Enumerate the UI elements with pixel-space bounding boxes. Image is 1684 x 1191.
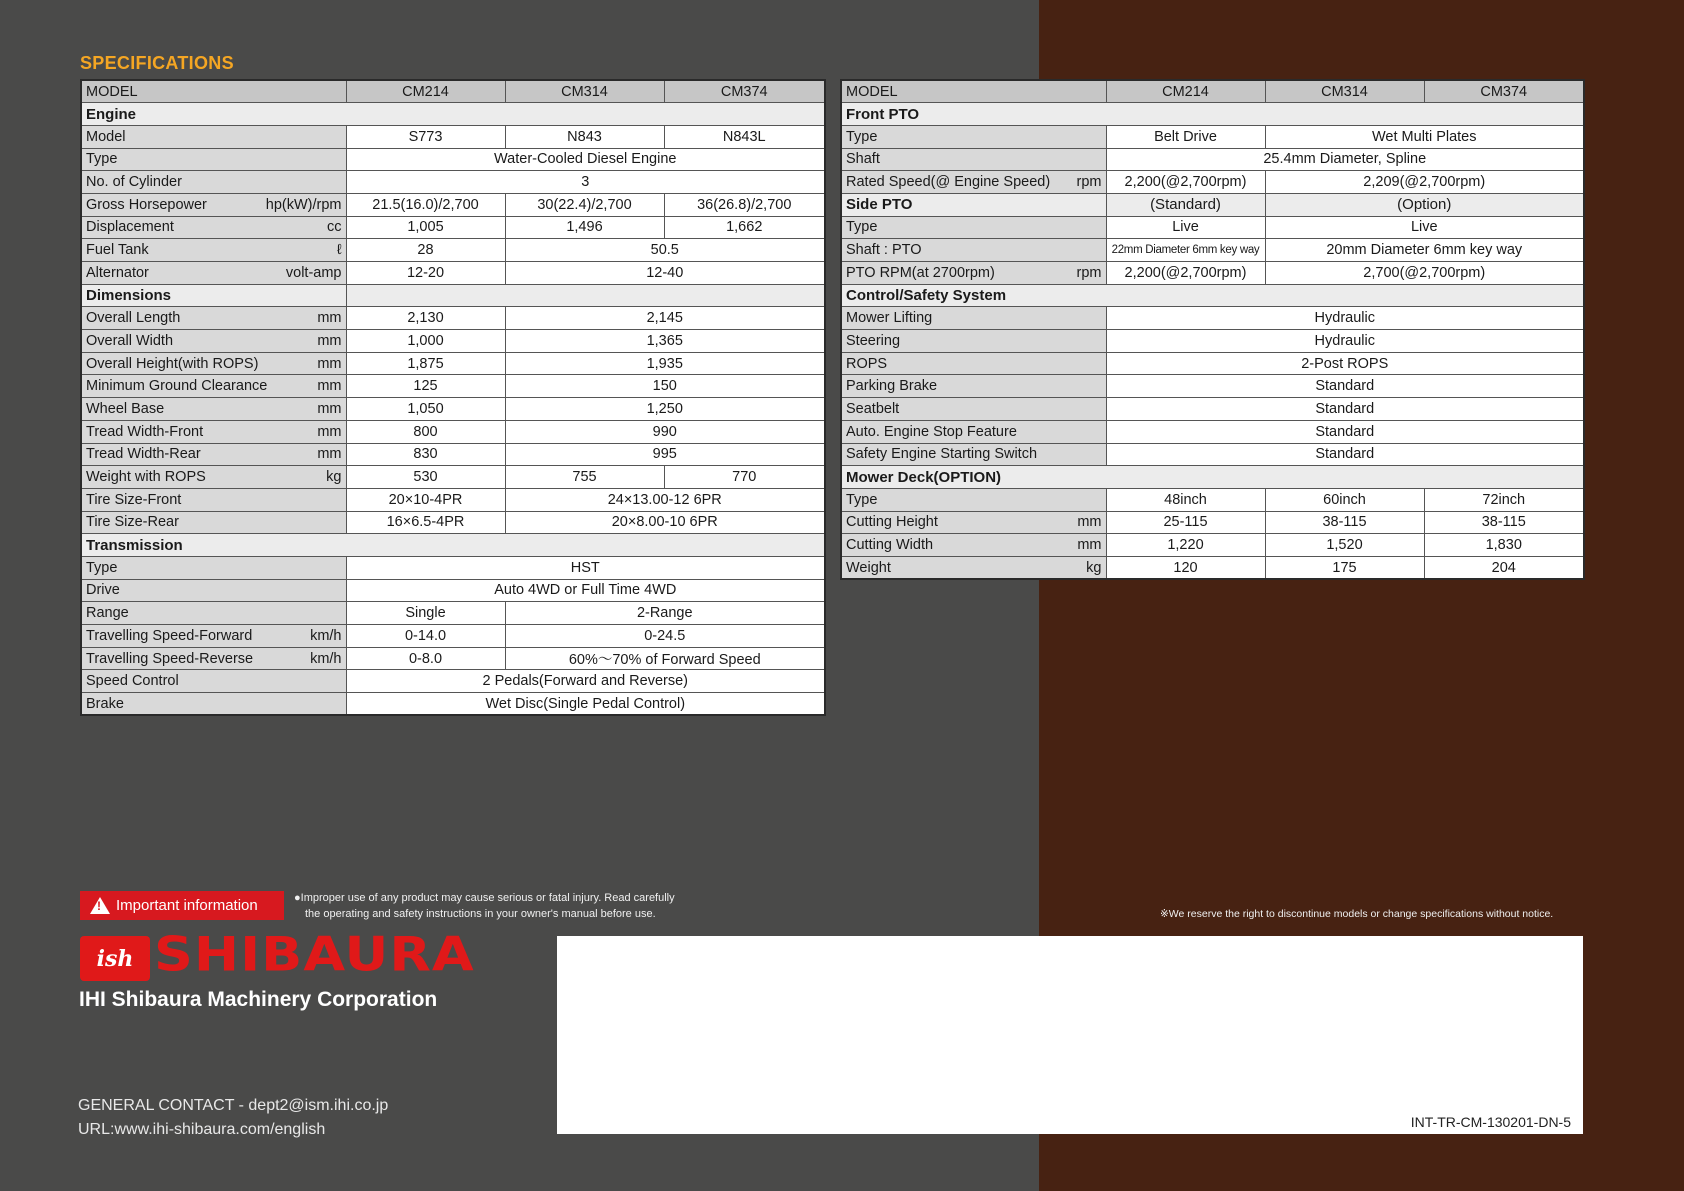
cell: 1,662 <box>664 216 825 239</box>
label-text: Gross Horsepower <box>86 196 207 213</box>
row-label <box>81 262 346 285</box>
label-text: Parking Brake <box>846 378 938 395</box>
label-text: Cutting Width <box>846 537 934 554</box>
table-row <box>81 239 825 262</box>
row-label: Speed Control <box>81 670 346 693</box>
row-label <box>81 216 346 239</box>
cell: 1,875 <box>346 352 505 375</box>
row-label <box>841 556 1106 579</box>
cell: 38-115 <box>1265 511 1424 534</box>
cell: (Standard) <box>1106 193 1265 216</box>
header-cm314: CM314 <box>1265 80 1424 103</box>
cell: 120 <box>1106 556 1265 579</box>
row-label <box>81 443 346 466</box>
cell: Live <box>1265 216 1584 239</box>
unit: mm <box>317 423 342 440</box>
label-text: Tread Width-Front <box>86 423 204 440</box>
page-title: SPECIFICATIONS <box>80 53 234 73</box>
table-row <box>841 511 1584 534</box>
row-label <box>841 375 1106 398</box>
label-text: PTO RPM(at 2700rpm) <box>846 264 995 281</box>
header-cm214: CM214 <box>346 80 505 103</box>
row-label: Tire Size-Rear <box>81 511 346 534</box>
important-label: Important information <box>116 897 258 914</box>
section-row <box>81 534 825 557</box>
label-text: Alternator <box>86 264 149 281</box>
unit: volt-amp <box>285 264 342 281</box>
table-row <box>841 534 1584 557</box>
label-text: Wheel Base <box>86 400 165 417</box>
table-row <box>81 556 825 579</box>
dealer-box <box>557 936 1583 1134</box>
unit: mm <box>317 355 342 372</box>
row-label <box>841 398 1106 421</box>
row-label <box>81 375 346 398</box>
header-model: MODEL <box>841 80 1106 103</box>
section-mower-deck: Mower Deck(OPTION) <box>841 466 1584 489</box>
cell: Single <box>346 602 505 625</box>
cell: 995 <box>505 443 825 466</box>
cell: 21.5(16.0)/2,700 <box>346 193 505 216</box>
cell: Water-Cooled Diesel Engine <box>346 148 825 171</box>
section-spacer <box>346 284 825 307</box>
cell: 2-Post ROPS <box>1106 352 1584 375</box>
cell: 2,200(@2,700rpm) <box>1106 262 1265 285</box>
cell: 990 <box>505 420 825 443</box>
row-label <box>841 534 1106 557</box>
row-label <box>81 647 346 670</box>
table-row <box>81 511 825 534</box>
cell: 2,130 <box>346 307 505 330</box>
label-text: Safety Engine Starting Switch <box>846 446 1038 463</box>
unit: mm <box>317 332 342 349</box>
cell: 1,050 <box>346 398 505 421</box>
label-text: Travelling Speed-Reverse <box>86 650 254 667</box>
section-dimensions: Dimensions <box>81 284 346 307</box>
row-label: Shaft <box>841 148 1106 171</box>
cell: 60%〜70% of Forward Speed <box>505 647 825 670</box>
row-label: Range <box>81 602 346 625</box>
important-note <box>294 890 754 922</box>
table-row <box>841 375 1584 398</box>
label-text: Minimum Ground Clearance <box>86 378 268 395</box>
unit: mm <box>317 446 342 463</box>
cell: N843 <box>505 125 664 148</box>
control-rows <box>841 307 1584 466</box>
unit: mm <box>317 310 342 327</box>
cell: 25-115 <box>1106 511 1265 534</box>
cell: 2,209(@2,700rpm) <box>1265 171 1584 194</box>
cell: 755 <box>505 466 664 489</box>
row-label <box>841 420 1106 443</box>
table-row <box>81 693 825 716</box>
table-row <box>81 330 825 353</box>
section-row <box>841 193 1584 216</box>
table-header-row <box>841 80 1584 103</box>
table-row <box>841 148 1584 171</box>
cell: Standard <box>1106 443 1584 466</box>
unit: hp(kW)/rpm <box>265 196 342 213</box>
spec-table-right <box>840 79 1585 580</box>
cell: 1,496 <box>505 216 664 239</box>
label-text: Weight with ROPS <box>86 469 206 486</box>
row-label <box>81 352 346 375</box>
header-cm314: CM314 <box>505 80 664 103</box>
row-label <box>81 330 346 353</box>
row-label <box>81 420 346 443</box>
unit: rpm <box>1076 174 1102 191</box>
row-label <box>841 307 1106 330</box>
cell: Belt Drive <box>1106 125 1265 148</box>
cell: 175 <box>1265 556 1424 579</box>
row-label: Drive <box>81 579 346 602</box>
unit: rpm <box>1076 264 1102 281</box>
row-label <box>841 443 1106 466</box>
cell: 28 <box>346 239 505 262</box>
section-row <box>841 103 1584 126</box>
unit: ℓ <box>336 242 342 259</box>
cell: 800 <box>346 420 505 443</box>
header-model: MODEL <box>81 80 346 103</box>
header-cm374: CM374 <box>1424 80 1584 103</box>
unit: mm <box>317 400 342 417</box>
logo-badge-icon <box>80 936 150 981</box>
shibaura-logo <box>80 926 475 983</box>
cell: 20×10-4PR <box>346 488 505 511</box>
cell: 12-40 <box>505 262 825 285</box>
row-label <box>81 466 346 489</box>
cell: 30(22.4)/2,700 <box>505 193 664 216</box>
table-row <box>81 307 825 330</box>
cell: 2,145 <box>505 307 825 330</box>
cell: 60inch <box>1265 488 1424 511</box>
cell: 2-Range <box>505 602 825 625</box>
cell: 1,220 <box>1106 534 1265 557</box>
unit: km/h <box>310 650 342 667</box>
table-header-row <box>81 80 825 103</box>
cell: 24×13.00-12 6PR <box>505 488 825 511</box>
unit: km/h <box>310 627 342 644</box>
row-label: Tire Size-Front <box>81 488 346 511</box>
table-row <box>81 466 825 489</box>
section-row <box>841 466 1584 489</box>
label-text: Steering <box>846 332 901 349</box>
company-name: IHI Shibaura Machinery Corporation <box>79 988 438 1011</box>
table-row <box>81 125 825 148</box>
cell: (Option) <box>1265 193 1584 216</box>
cell: S773 <box>346 125 505 148</box>
cell: 12-20 <box>346 262 505 285</box>
cell: 204 <box>1424 556 1584 579</box>
table-row <box>841 443 1584 466</box>
label-text: Fuel Tank <box>86 242 149 259</box>
row-label <box>81 193 346 216</box>
cell: Standard <box>1106 420 1584 443</box>
row-label: Type <box>841 125 1106 148</box>
table-row <box>81 602 825 625</box>
cell: 20×8.00-10 6PR <box>505 511 825 534</box>
row-label: Model <box>81 125 346 148</box>
table-row <box>841 239 1584 262</box>
unit: mm <box>1077 537 1102 554</box>
section-row <box>841 284 1584 307</box>
unit: mm <box>1077 514 1102 531</box>
cell: Standard <box>1106 398 1584 421</box>
label-text: Travelling Speed-Forward <box>86 627 253 644</box>
row-label <box>841 330 1106 353</box>
dimension-rows <box>81 307 825 466</box>
table-row <box>841 307 1584 330</box>
label-text: Displacement <box>86 219 174 236</box>
header-cm374: CM374 <box>664 80 825 103</box>
cell: 36(26.8)/2,700 <box>664 193 825 216</box>
row-label <box>81 398 346 421</box>
table-row <box>81 375 825 398</box>
table-row <box>841 216 1584 239</box>
cell: 1,830 <box>1424 534 1584 557</box>
section-row <box>81 284 825 307</box>
cell: 0-14.0 <box>346 625 505 648</box>
row-label <box>81 307 346 330</box>
cell: 1,250 <box>505 398 825 421</box>
table-row <box>841 330 1584 353</box>
cell: N843L <box>664 125 825 148</box>
cell: 1,365 <box>505 330 825 353</box>
table-row <box>841 171 1584 194</box>
section-row <box>81 103 825 126</box>
cell: 72inch <box>1424 488 1584 511</box>
label-text: Mower Lifting <box>846 310 933 327</box>
table-row <box>81 579 825 602</box>
row-label: Type <box>841 488 1106 511</box>
section-front-pto: Front PTO <box>841 103 1584 126</box>
cell: Live <box>1106 216 1265 239</box>
label-text: Overall Height(with ROPS) <box>86 355 259 372</box>
table-row <box>81 216 825 239</box>
cell: 16×6.5-4PR <box>346 511 505 534</box>
table-row <box>841 488 1584 511</box>
unit: mm <box>317 378 342 395</box>
table-row <box>841 352 1584 375</box>
section-control-safety: Control/Safety System <box>841 284 1584 307</box>
table-row <box>81 670 825 693</box>
section-side-pto: Side PTO <box>841 193 1106 216</box>
table-row <box>81 647 825 670</box>
logo-wordmark: SHIBAURA <box>154 926 475 982</box>
unit: kg <box>326 469 342 486</box>
label-text: Tread Width-Rear <box>86 446 201 463</box>
row-label: Shaft : PTO <box>841 239 1106 262</box>
cell: 38-115 <box>1424 511 1584 534</box>
cell: 150 <box>505 375 825 398</box>
row-label: Type <box>81 556 346 579</box>
table-row <box>841 125 1584 148</box>
row-label: Type <box>81 148 346 171</box>
cell: Hydraulic <box>1106 307 1584 330</box>
unit: kg <box>1086 559 1102 576</box>
table-row <box>841 398 1584 421</box>
row-label: No. of Cylinder <box>81 171 346 194</box>
table-row <box>841 556 1584 579</box>
cell: 1,935 <box>505 352 825 375</box>
warning-icon <box>90 897 110 914</box>
cell: 125 <box>346 375 505 398</box>
cell: Auto 4WD or Full Time 4WD <box>346 579 825 602</box>
row-label <box>841 352 1106 375</box>
cell: HST <box>346 556 825 579</box>
row-label <box>841 511 1106 534</box>
table-row <box>81 148 825 171</box>
cell: 530 <box>346 466 505 489</box>
label-text: Weight <box>846 559 891 576</box>
cell: Wet Multi Plates <box>1265 125 1584 148</box>
contact-email: GENERAL CONTACT - dept2@ism.ihi.co.jp <box>78 1097 389 1114</box>
table-row <box>81 262 825 285</box>
cell: 1,005 <box>346 216 505 239</box>
cell: 0-24.5 <box>505 625 825 648</box>
logo-badge-text: ish <box>96 945 134 972</box>
cell: 2,200(@2,700rpm) <box>1106 171 1265 194</box>
label-text: Seatbelt <box>846 400 900 417</box>
cell: 25.4mm Diameter, Spline <box>1106 148 1584 171</box>
contact-url: URL:www.ihi-shibaura.com/english <box>78 1121 326 1138</box>
row-label: Brake <box>81 693 346 716</box>
table-row <box>81 420 825 443</box>
document-code: INT-TR-CM-130201-DN-5 <box>1410 1114 1571 1130</box>
contact-block <box>78 1094 388 1142</box>
table-row <box>81 171 825 194</box>
table-row <box>81 488 825 511</box>
label-text: Cutting Height <box>846 514 938 531</box>
table-row <box>81 625 825 648</box>
important-note-line2: the operating and safety instructions in your owner's manual before use. <box>305 908 656 920</box>
header-cm214: CM214 <box>1106 80 1265 103</box>
label-text: Rated Speed(@ Engine Speed) <box>846 174 1051 191</box>
section-engine: Engine <box>81 103 825 126</box>
cell: 22mm Diameter 6mm key way <box>1106 239 1265 262</box>
row-label <box>841 262 1106 285</box>
cell: 770 <box>664 466 825 489</box>
table-row <box>81 352 825 375</box>
table-row <box>841 420 1584 443</box>
cell: 1,520 <box>1265 534 1424 557</box>
table-row <box>81 443 825 466</box>
cell: 20mm Diameter 6mm key way <box>1265 239 1584 262</box>
table-row <box>81 398 825 421</box>
cell: Hydraulic <box>1106 330 1584 353</box>
unit: cc <box>327 219 342 236</box>
cell: 1,000 <box>346 330 505 353</box>
important-info-badge <box>80 891 284 920</box>
disclaimer: ※We reserve the right to discontinue models or change specifications without notice. <box>1160 908 1554 920</box>
label-text: Overall Length <box>86 310 181 327</box>
row-label <box>81 239 346 262</box>
label-text: Overall Width <box>86 332 174 349</box>
table-row <box>81 193 825 216</box>
cell: Standard <box>1106 375 1584 398</box>
row-label <box>841 171 1106 194</box>
cell: 830 <box>346 443 505 466</box>
row-label: Type <box>841 216 1106 239</box>
cell: 2 Pedals(Forward and Reverse) <box>346 670 825 693</box>
important-note-line1: ●Improper use of any product may cause serious or fatal injury. Read carefully <box>294 892 675 904</box>
section-transmission: Transmission <box>81 534 825 557</box>
cell: 50.5 <box>505 239 825 262</box>
cell: 48inch <box>1106 488 1265 511</box>
table-row <box>841 262 1584 285</box>
label-text: ROPS <box>846 355 888 372</box>
cell: 0-8.0 <box>346 647 505 670</box>
cell: 3 <box>346 171 825 194</box>
cell: Wet Disc(Single Pedal Control) <box>346 693 825 716</box>
label-text: Auto. Engine Stop Feature <box>846 423 1017 440</box>
row-label <box>81 625 346 648</box>
cell: 2,700(@2,700rpm) <box>1265 262 1584 285</box>
spec-table-left <box>80 79 826 716</box>
